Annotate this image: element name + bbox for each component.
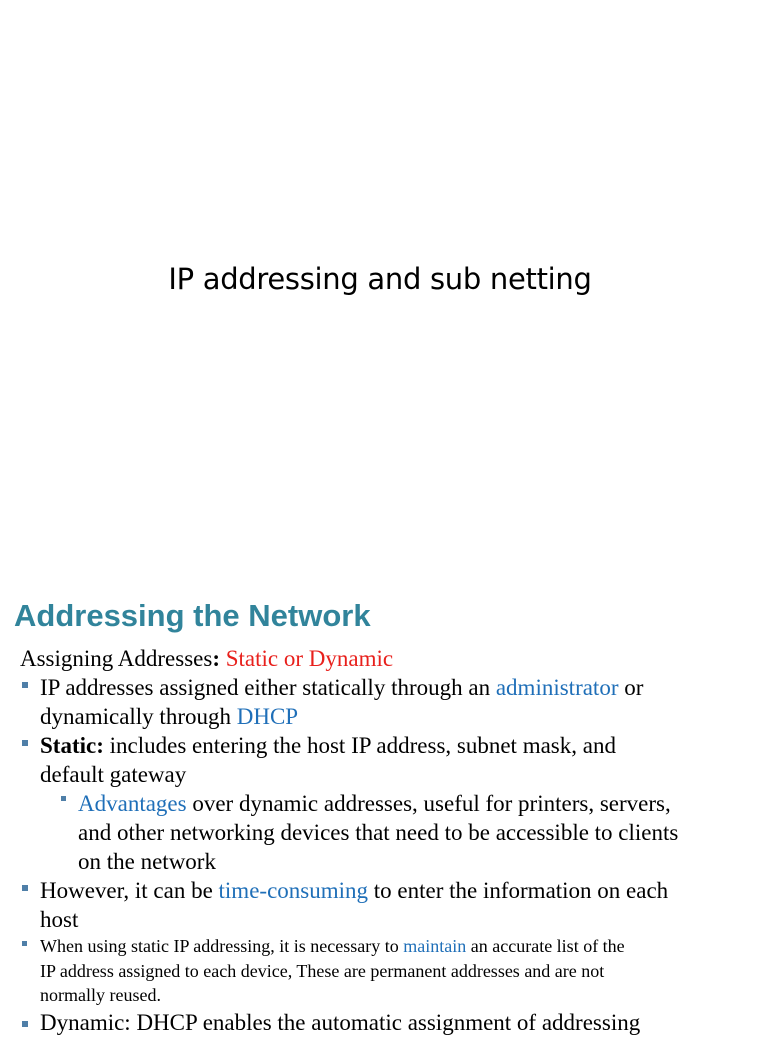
bullet1-text-2: dynamically through bbox=[40, 704, 237, 729]
slide-heading: Addressing the Network bbox=[14, 598, 371, 633]
sub-bullet-text: over dynamic addresses, useful for printers, servers, bbox=[186, 791, 671, 816]
bullet4-line2: IP address assigned to each device, These are permanent addresses and are not bbox=[40, 961, 605, 981]
content-slide bbox=[0, 580, 768, 1035]
static-label: Static: bbox=[40, 733, 104, 758]
sub-bullet-marker bbox=[61, 796, 66, 801]
bullet4-text: When using static IP addressing, it is necessary to bbox=[40, 936, 404, 956]
bullet1-line2 bbox=[40, 702, 298, 731]
time-consuming-link: time-consuming bbox=[218, 878, 369, 903]
bullet-marker bbox=[22, 885, 28, 891]
intro-options: Static or Dynamic bbox=[219, 646, 394, 671]
bullet5-line1: Dynamic: DHCP enables the automatic assignment of addressing bbox=[40, 1010, 641, 1035]
bullet4-text-end: an accurate list of the bbox=[466, 936, 625, 956]
bullet2-text: includes entering the host IP address, subnet mask, and bbox=[103, 733, 616, 758]
slide-title: IP addressing and sub netting bbox=[168, 262, 592, 296]
sub-bullet-line1 bbox=[78, 789, 671, 818]
advantages-link: Advantages bbox=[78, 791, 187, 816]
bullet-marker bbox=[22, 682, 28, 688]
dhcp-link: DHCP bbox=[236, 704, 299, 729]
bullet-marker bbox=[22, 1021, 28, 1027]
intro-line bbox=[20, 644, 393, 673]
bullet3-line2: host bbox=[40, 907, 79, 932]
bullet1-text-end: or bbox=[618, 675, 644, 700]
bullet1-line1 bbox=[40, 673, 643, 702]
bullet1-text: IP addresses assigned either statically through an bbox=[40, 675, 496, 700]
bullet3-line1 bbox=[40, 876, 668, 905]
maintain-link: maintain bbox=[403, 936, 467, 956]
bullet-marker bbox=[22, 740, 28, 746]
bullet3-text-end: to enter the information on each bbox=[368, 878, 669, 903]
sub-bullet-line3: on the network bbox=[78, 849, 216, 874]
intro-label: Assigning Addresses bbox=[20, 646, 213, 671]
bullet-marker bbox=[22, 941, 27, 946]
bullet4-line1 bbox=[40, 934, 625, 959]
intro-colon: : bbox=[212, 646, 220, 671]
sub-bullet-line2: and other networking devices that need to be accessible to clients bbox=[78, 820, 679, 845]
administrator-link: administrator bbox=[495, 675, 619, 700]
bullet3-text: However, it can be bbox=[40, 878, 219, 903]
bullet4-line3: normally reused. bbox=[40, 985, 161, 1005]
bullet2-line1 bbox=[40, 731, 616, 760]
bullet2-line2: default gateway bbox=[40, 762, 187, 787]
